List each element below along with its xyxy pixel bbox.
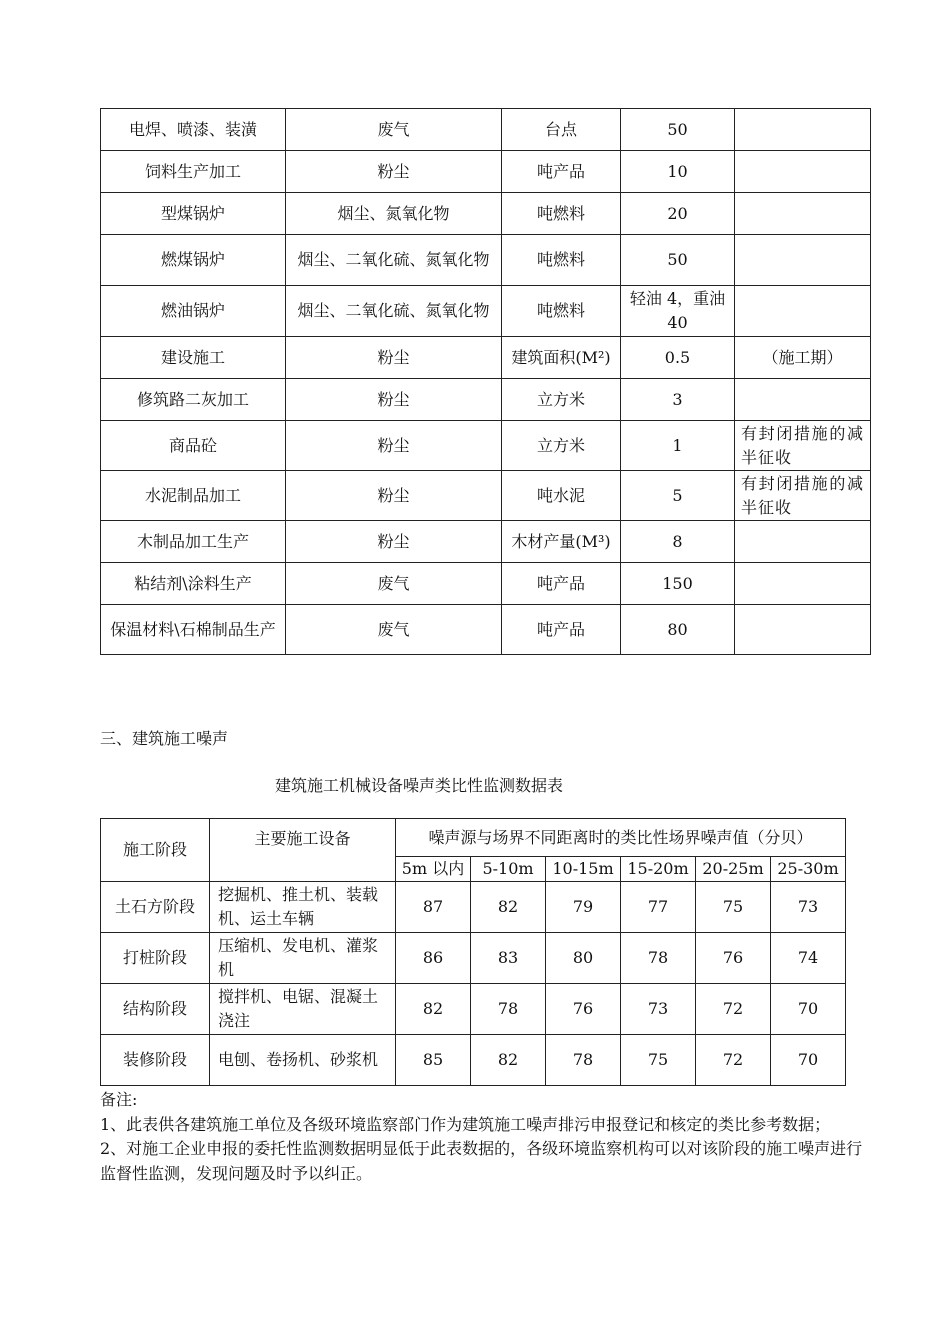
- unit-cell: 立方米: [502, 421, 621, 471]
- pollutant-cell: 粉尘: [286, 379, 502, 421]
- remark-item: 1、此表供各建筑施工单位及各级环境监察部门作为建筑施工噪声排污申报登记和核定的类比参考数据；: [100, 1114, 831, 1134]
- pollutant-cell: 废气: [286, 563, 502, 605]
- noise-value-cell: 77: [621, 882, 696, 933]
- noise-value-cell: 73: [771, 882, 846, 933]
- unit-cell: 吨产品: [502, 563, 621, 605]
- header-group: 噪声源与场界不同距离时的类比性场界噪声值（分贝）: [396, 819, 846, 857]
- noise-value-cell: 76: [546, 984, 621, 1035]
- fee-value-cell: 1: [621, 421, 735, 471]
- noise-value-cell: 74: [771, 933, 846, 984]
- note-cell: [735, 151, 871, 193]
- equipment-cell: 电刨、卷扬机、砂浆机: [210, 1035, 396, 1086]
- pollutant-cell: 废气: [286, 605, 502, 655]
- pollutant-cell: 烟尘、二氧化硫、氮氧化物: [286, 286, 502, 337]
- section-heading: 三、建筑施工噪声: [100, 729, 229, 748]
- noise-value-cell: 76: [696, 933, 771, 984]
- stage-cell: 土石方阶段: [101, 882, 210, 933]
- pollutant-cell: 烟尘、二氧化硫、氮氧化物: [286, 235, 502, 286]
- pollutant-cell: 粉尘: [286, 151, 502, 193]
- unit-cell: 吨产品: [502, 605, 621, 655]
- fee-value-cell: 20: [621, 193, 735, 235]
- fee-value-cell: 5: [621, 471, 735, 521]
- note-cell: 有封闭措施的减半征收: [735, 421, 871, 471]
- fee-value-cell: 150: [621, 563, 735, 605]
- remark-item: 2、对施工企业申报的委托性监测数据明显低于此表数据的，各级环境监察机构可以对该阶段的施工噪声进行监督性监测，发现问题及时予以纠正。: [100, 1139, 863, 1183]
- note-cell: [735, 379, 871, 421]
- noise-value-cell: 72: [696, 984, 771, 1035]
- distance-header: 20-25m: [696, 857, 771, 882]
- distance-header: 25-30m: [771, 857, 846, 882]
- table-row: [101, 235, 871, 286]
- table-row: [101, 882, 846, 933]
- noise-value-cell: 83: [471, 933, 546, 984]
- industry-cell: 燃煤锅炉: [101, 235, 286, 286]
- fee-value-cell: 50: [621, 235, 735, 286]
- table-row: [101, 471, 871, 521]
- industry-cell: 商品砼: [101, 421, 286, 471]
- unit-cell: 吨燃料: [502, 235, 621, 286]
- noise-value-cell: 78: [546, 1035, 621, 1086]
- industry-cell: 建设施工: [101, 337, 286, 379]
- pollutant-cell: 粉尘: [286, 471, 502, 521]
- table-row: [101, 563, 871, 605]
- noise-table: [100, 818, 846, 1086]
- noise-value-cell: 86: [396, 933, 471, 984]
- unit-cell: 立方米: [502, 379, 621, 421]
- stage-cell: 结构阶段: [101, 984, 210, 1035]
- fee-value-cell: 0.5: [621, 337, 735, 379]
- industry-cell: 饲料生产加工: [101, 151, 286, 193]
- industry-cell: 型煤锅炉: [101, 193, 286, 235]
- industry-cell: 保温材料\石棉制品生产: [101, 605, 286, 655]
- equipment-cell: 搅拌机、电锯、混凝土浇注: [210, 984, 396, 1035]
- noise-value-cell: 78: [621, 933, 696, 984]
- table-row: [101, 1035, 846, 1086]
- stage-cell: 打桩阶段: [101, 933, 210, 984]
- industry-cell: 木制品加工生产: [101, 521, 286, 563]
- noise-value-cell: 87: [396, 882, 471, 933]
- note-cell: 有封闭措施的减半征收: [735, 471, 871, 521]
- industry-cell: 燃油锅炉: [101, 286, 286, 337]
- table-row: [101, 521, 871, 563]
- note-cell: [735, 109, 871, 151]
- unit-cell: 台点: [502, 109, 621, 151]
- stage-cell: 装修阶段: [101, 1035, 210, 1086]
- fee-value-cell: 50: [621, 109, 735, 151]
- noise-value-cell: 72: [696, 1035, 771, 1086]
- industry-cell: 水泥制品加工: [101, 471, 286, 521]
- table-row: [101, 421, 871, 471]
- noise-value-cell: 85: [396, 1035, 471, 1086]
- distance-header: 10-15m: [546, 857, 621, 882]
- pollutant-cell: 粉尘: [286, 421, 502, 471]
- unit-cell: 吨燃料: [502, 193, 621, 235]
- fee-value-cell: 8: [621, 521, 735, 563]
- unit-cell: 吨水泥: [502, 471, 621, 521]
- note-cell: [735, 605, 871, 655]
- unit-cell: 木材产量(M³): [502, 521, 621, 563]
- note-cell: [735, 193, 871, 235]
- remarks: [100, 1088, 870, 1186]
- noise-value-cell: 75: [621, 1035, 696, 1086]
- table-row: [101, 286, 871, 337]
- noise-value-cell: 70: [771, 984, 846, 1035]
- equipment-cell: 压缩机、发电机、灌浆机: [210, 933, 396, 984]
- unit-cell: 建筑面积(M²): [502, 337, 621, 379]
- table-row: [101, 193, 871, 235]
- industry-cell: 粘结剂\涂料生产: [101, 563, 286, 605]
- fee-value-cell: 80: [621, 605, 735, 655]
- table-row: [101, 151, 871, 193]
- noise-value-cell: 70: [771, 1035, 846, 1086]
- noise-value-cell: 82: [471, 882, 546, 933]
- pollution-fee-table: [100, 108, 871, 655]
- header-equipment: 主要施工设备: [210, 819, 396, 882]
- note-cell: [735, 286, 871, 337]
- unit-cell: 吨燃料: [502, 286, 621, 337]
- table-row: [101, 605, 871, 655]
- note-cell: [735, 235, 871, 286]
- table-row: [101, 379, 871, 421]
- remarks-label: 备注:: [100, 1090, 138, 1109]
- table-row: [101, 109, 871, 151]
- note-cell: （施工期）: [735, 337, 871, 379]
- note-cell: [735, 563, 871, 605]
- equipment-cell: 挖掘机、推土机、装载机、运土车辆: [210, 882, 396, 933]
- noise-value-cell: 73: [621, 984, 696, 1035]
- header-stage: 施工阶段: [101, 819, 210, 882]
- industry-cell: 修筑路二灰加工: [101, 379, 286, 421]
- fee-value-cell: 3: [621, 379, 735, 421]
- pollutant-cell: 烟尘、氮氧化物: [286, 193, 502, 235]
- noise-table-title: 建筑施工机械设备噪声类比性监测数据表: [275, 776, 564, 795]
- fee-value-cell: 轻油 4，重油 40: [621, 286, 735, 337]
- table-row: [101, 933, 846, 984]
- unit-cell: 吨产品: [502, 151, 621, 193]
- fee-value-cell: 10: [621, 151, 735, 193]
- table-row: [101, 337, 871, 379]
- note-cell: [735, 521, 871, 563]
- pollutant-cell: 粉尘: [286, 337, 502, 379]
- pollutant-cell: 粉尘: [286, 521, 502, 563]
- noise-value-cell: 78: [471, 984, 546, 1035]
- noise-value-cell: 79: [546, 882, 621, 933]
- noise-value-cell: 75: [696, 882, 771, 933]
- noise-value-cell: 82: [396, 984, 471, 1035]
- distance-header: 15-20m: [621, 857, 696, 882]
- distance-header: 5-10m: [471, 857, 546, 882]
- pollutant-cell: 废气: [286, 109, 502, 151]
- noise-value-cell: 82: [471, 1035, 546, 1086]
- table-row: [101, 984, 846, 1035]
- noise-value-cell: 80: [546, 933, 621, 984]
- distance-header: 5m 以内: [396, 857, 471, 882]
- industry-cell: 电焊、喷漆、装潢: [101, 109, 286, 151]
